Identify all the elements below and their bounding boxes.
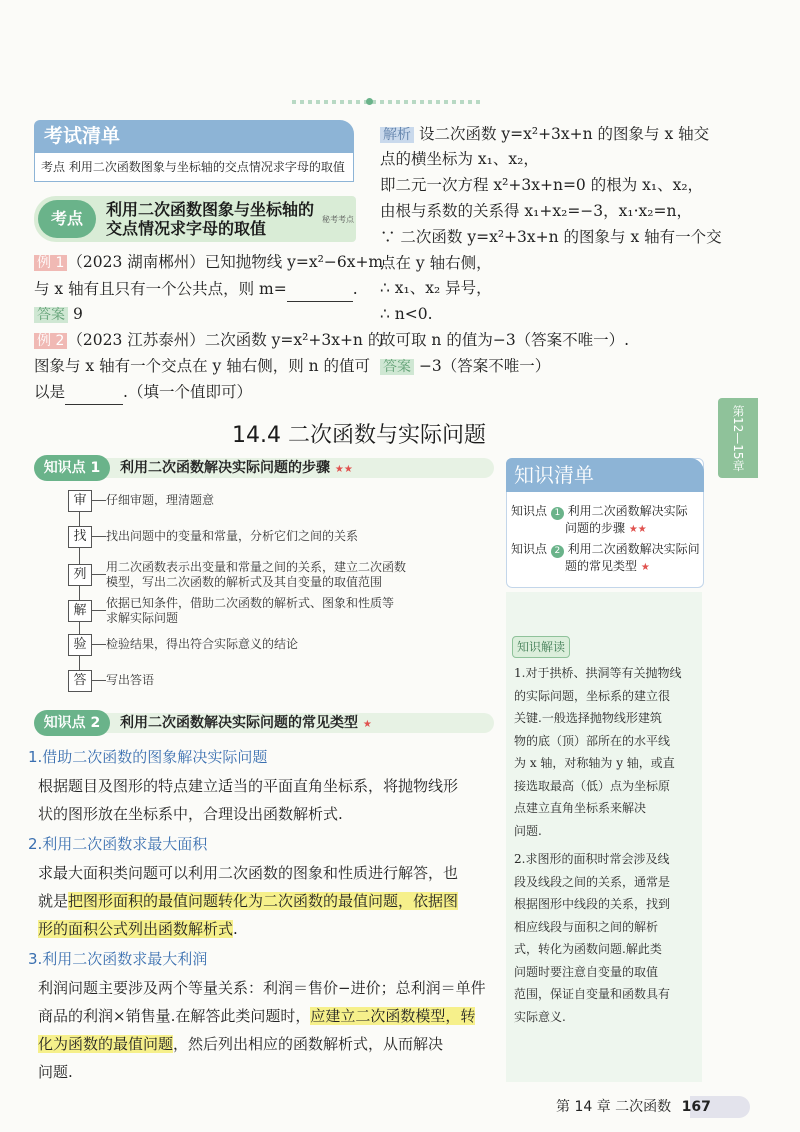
top-divider-dot bbox=[366, 98, 373, 105]
kj-p2-line: 式，转化为函数问题.解此类 bbox=[514, 942, 662, 956]
step-key-1: 找 bbox=[68, 526, 92, 548]
analysis-text-0: 设二次函数 y=x²+3x+n 的图象与 x 轴交 bbox=[418, 125, 710, 143]
example1-answer-line bbox=[34, 301, 83, 328]
exam-list-row: 考点 利用二次函数图象与坐标轴的交点情况求字母的取值 bbox=[34, 152, 354, 182]
example2-line3 bbox=[34, 379, 252, 405]
analysis-label: 解析 bbox=[380, 127, 414, 143]
ks-item2-num: 2 bbox=[551, 545, 564, 558]
step-dash-2 bbox=[91, 574, 106, 575]
ks-item2-text2: 题的常见类型 bbox=[565, 559, 638, 573]
kp2-header bbox=[34, 710, 494, 736]
analysis-line-5: 点在 y 轴右侧， bbox=[380, 254, 492, 272]
kp2-section-2-body bbox=[38, 859, 498, 943]
ks-item1-text1: 利用二次函数解决实际 bbox=[567, 504, 688, 518]
example2-text1: （2023 江苏泰州）二次函数 y=x²+3x+n 的 bbox=[67, 331, 384, 349]
kj-p1-line: 问题. bbox=[514, 823, 542, 838]
example2-label: 例 2 bbox=[34, 333, 67, 349]
kp2-s2-line1: 求最大面积类问题可以利用二次函数的图象和性质进行解答，也 bbox=[38, 864, 459, 882]
kp2-s1-line: 状的图形放在坐标系中，合理设出函数解析式. bbox=[38, 805, 343, 823]
step-key-5: 答 bbox=[68, 670, 92, 692]
kp2-s2-end: . bbox=[233, 920, 238, 938]
kp2-section-1-body bbox=[38, 772, 498, 828]
kj-p2-line: 实际意义. bbox=[514, 1009, 566, 1024]
kj-p1-line: 为 x 轴，对称轴为 y 轴，或直 bbox=[514, 756, 675, 770]
knowledge-list-title: 知识清单 bbox=[506, 458, 704, 492]
kp1-pill: 知识点 1 bbox=[34, 455, 110, 481]
step-key-0: 审 bbox=[68, 490, 92, 512]
kaodian-tag: 秘考考点 bbox=[322, 215, 354, 224]
kp1-steps bbox=[68, 488, 498, 698]
knowledge-list-item-1 bbox=[511, 503, 701, 538]
step-dash-4 bbox=[91, 644, 106, 645]
analysis-answer-label: 答案 bbox=[380, 359, 414, 375]
analysis-line-1: 点的横坐标为 x₁、x₂， bbox=[380, 150, 539, 168]
exam-list-title: 考试清单 bbox=[34, 120, 354, 152]
footer-chapter: 第 14 章 二次函数 bbox=[556, 1099, 672, 1115]
example1-answer-label: 答案 bbox=[34, 307, 68, 323]
kj-p2-line: 问题时要注意自变量的取值 bbox=[514, 964, 659, 979]
kp2-s2-line3 bbox=[38, 915, 498, 943]
ks-item2-stars: ★ bbox=[640, 562, 650, 573]
kp2-s3-line2 bbox=[38, 1002, 498, 1030]
step-dash-0 bbox=[91, 500, 106, 501]
analysis-answer-line bbox=[380, 353, 550, 380]
example2-text3a: 以是 bbox=[34, 383, 66, 401]
footer bbox=[556, 1096, 711, 1116]
kj-p1-line: 1.对于拱桥、拱洞等有关抛物线 bbox=[514, 666, 682, 680]
knowledge-list-box bbox=[506, 458, 704, 588]
kaodian-pill: 考点 bbox=[38, 200, 96, 238]
exam-list-box bbox=[34, 120, 354, 184]
example1-label: 例 1 bbox=[34, 255, 67, 271]
kp1-title bbox=[120, 455, 353, 483]
example1-blank bbox=[287, 283, 353, 302]
kj-p1-line: 接选取最高（低）点为坐标原 bbox=[514, 778, 671, 793]
chapter-side-tab: 第12—15章 bbox=[718, 398, 758, 478]
analysis-line-8: 故可取 n 的值为−3（答案不唯一）. bbox=[380, 331, 630, 349]
step-text-4: 检验结果，得出符合实际意义的结论 bbox=[106, 637, 299, 651]
kp2-s3-line1: 利润问题主要涉及两个等量关系：利润＝售价−进价；总利润＝单件 bbox=[38, 979, 486, 997]
analysis-line-0 bbox=[380, 121, 709, 148]
step-text-3: 依据已知条件，借助二次函数的解析式、图象和性质等求解实际问题 bbox=[106, 596, 395, 625]
step-key-3: 解 bbox=[68, 600, 92, 622]
kp2-s3-text2a: 商品的利润×销售量.在解答此类问题时， bbox=[38, 1007, 311, 1025]
example1-line1 bbox=[34, 249, 383, 276]
example1-text1: （2023 湖南郴州）已知抛物线 y=x²−6x+m bbox=[67, 253, 384, 271]
kj-p2-line: 相应线段与面积之间的解析 bbox=[514, 919, 659, 934]
ks-item1-prefix: 知识点 bbox=[511, 504, 548, 518]
section-title: 14.4 二次函数与实际问题 bbox=[232, 423, 486, 448]
analysis-line-7: ∴ n<0. bbox=[380, 305, 433, 323]
ks-item1-stars: ★★ bbox=[628, 524, 647, 535]
step-key-4: 验 bbox=[68, 634, 92, 656]
analysis-answer: −3（答案不唯一） bbox=[418, 357, 551, 375]
kp2-s3-line3 bbox=[38, 1030, 498, 1058]
kp1-stars: ★★ bbox=[334, 464, 353, 475]
step-text-0: 仔细审题，理清题意 bbox=[106, 493, 215, 507]
knowledge-reading-tag: 知识解读 bbox=[512, 636, 570, 658]
analysis-line-4: ∵ 二次函数 y=x²+3x+n 的图象与 x 轴有一个交 bbox=[380, 228, 722, 246]
kp2-title-text: 利用二次函数解决实际问题的常见类型 bbox=[120, 715, 358, 731]
kaodian-header bbox=[34, 196, 356, 242]
knowledge-reading-p1 bbox=[514, 662, 698, 842]
kj-p1-line: 物的底（顶）部所在的水平线 bbox=[514, 733, 671, 748]
kaodian-title: 利用二次函数图象与坐标轴的交点情况求字母的取值 bbox=[106, 200, 315, 238]
analysis-line-6: ∴ x₁、x₂ 异号， bbox=[380, 279, 492, 297]
knowledge-reading-p2 bbox=[514, 848, 698, 1028]
kp2-subtitle-1: 1.借助二次函数的图象解决实际问题 bbox=[28, 748, 268, 766]
kj-p1-line: 的实际问题，坐标系的建立很 bbox=[514, 688, 671, 703]
kp2-subtitle-3: 3.利用二次函数求最大利润 bbox=[28, 950, 208, 968]
ks-item1-text2: 问题的步骤 bbox=[565, 521, 626, 535]
kp2-stars: ★ bbox=[362, 719, 372, 730]
step-text-1: 找出问题中的变量和常量，分析它们之间的关系 bbox=[106, 529, 359, 543]
analysis-line-3: 由根与系数的关系得 x₁+x₂=−3，x₁·x₂=n， bbox=[380, 202, 692, 220]
step-dash-1 bbox=[91, 536, 106, 537]
example2-text3b: .（填一个值即可） bbox=[123, 383, 252, 401]
kp2-s1-line: 根据题目及图形的特点建立适当的平面直角坐标系，将抛物线形 bbox=[38, 777, 459, 795]
ks-item1-num: 1 bbox=[551, 507, 564, 520]
page-number: 167 bbox=[681, 1099, 711, 1115]
step-text-5: 写出答语 bbox=[106, 673, 155, 687]
kp2-s3-highlight1: 应建立二次函数模型，转 bbox=[310, 1007, 476, 1025]
kp2-title bbox=[120, 710, 372, 738]
ks-item2-text1: 利用二次函数解决实际问 bbox=[567, 542, 700, 556]
kp2-s3-text3b: ，然后列出相应的函数解析式，从而解决 bbox=[173, 1035, 444, 1053]
example1-text2: 与 x 轴有且只有一个公共点，则 m= bbox=[34, 280, 287, 298]
kj-p2-line: 范围，保证自变量和函数具有 bbox=[514, 987, 671, 1001]
kp1-header bbox=[34, 455, 494, 481]
step-dash-3 bbox=[91, 610, 106, 611]
kj-p1-line: 关键.一般选择抛物线形建筑 bbox=[514, 711, 662, 725]
kp2-s2-text2a: 就是 bbox=[38, 892, 69, 910]
kp2-pill: 知识点 2 bbox=[34, 710, 110, 736]
knowledge-reading-panel bbox=[506, 592, 702, 1082]
kp2-s3-line4: 问题. bbox=[38, 1063, 73, 1081]
kp2-s3-highlight2: 化为函数的最值问题 bbox=[38, 1035, 174, 1053]
kp2-s2-line2 bbox=[38, 887, 498, 915]
knowledge-list-item-2 bbox=[511, 541, 701, 576]
example2-blank bbox=[65, 386, 123, 405]
kp2-subtitle-2: 2.利用二次函数求最大面积 bbox=[28, 835, 208, 853]
analysis-line-2: 即二元一次方程 x²+3x+n=0 的根为 x₁、x₂， bbox=[380, 176, 704, 194]
kj-p2-line: 2.求图形的面积时常会涉及线 bbox=[514, 852, 670, 866]
step-text-2: 用二次函数表示出变量和常量之间的关系，建立二次函数模型，写出二次函数的解析式及其自变量的取值范围 bbox=[106, 560, 407, 589]
kp2-section-3-body bbox=[38, 974, 498, 1086]
step-key-2: 列 bbox=[68, 564, 92, 586]
example1-line2: 与 x 轴有且只有一个公共点，则 m= . bbox=[34, 276, 358, 302]
top-divider bbox=[292, 100, 482, 104]
kp2-s2-highlight2: 形的面积公式列出函数解析式 bbox=[38, 920, 234, 938]
ks-item2-prefix: 知识点 bbox=[511, 542, 548, 556]
kj-p1-line: 点建立直角坐标系来解决 bbox=[514, 801, 647, 815]
example2-line1 bbox=[34, 327, 383, 354]
example1-answer: 9 bbox=[72, 305, 83, 323]
kp2-s2-highlight1: 把图形面积的最值问题转化为二次函数的最值问题，依据图 bbox=[68, 892, 459, 910]
example2-line2: 图象与 x 轴有一个交点在 y 轴右侧，则 n 的值可 bbox=[34, 357, 371, 375]
kp1-title-text: 利用二次函数解决实际问题的步骤 bbox=[120, 460, 330, 476]
kj-p2-line: 根据图形中线段的关系，找到 bbox=[514, 897, 671, 911]
step-dash-5 bbox=[91, 680, 106, 681]
kj-p2-line: 段及线段之间的关系，通常是 bbox=[514, 874, 671, 889]
